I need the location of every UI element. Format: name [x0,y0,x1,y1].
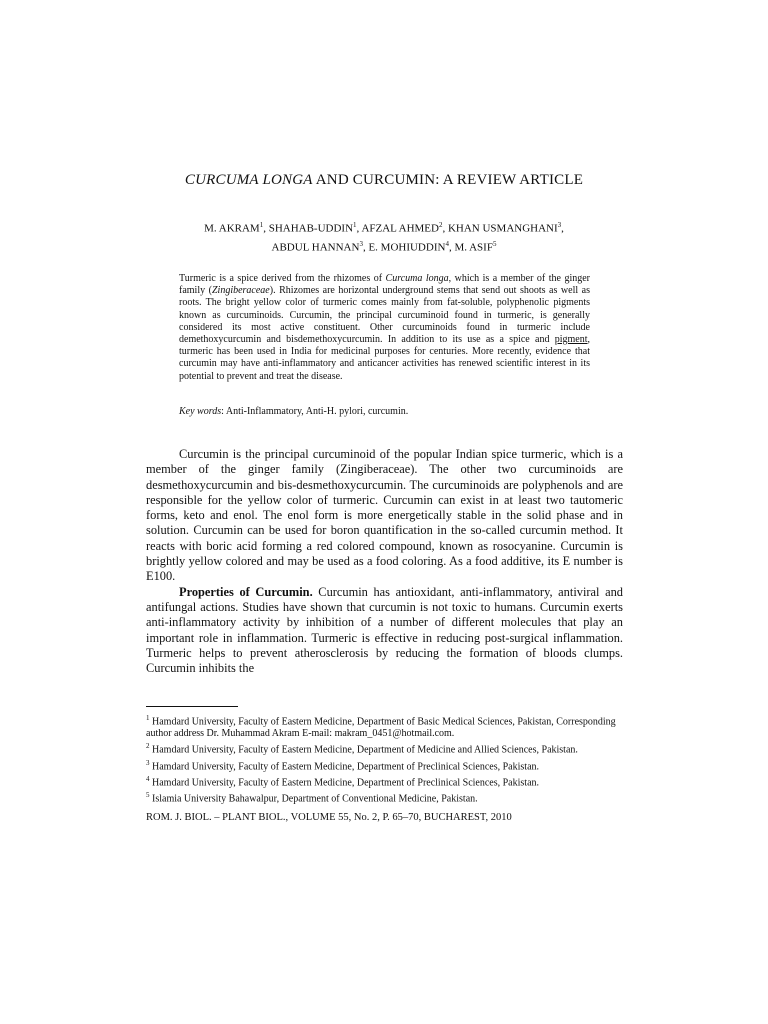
footnote-mark: 2 [146,742,150,751]
author-name: , AFZAL AHMED [356,222,439,235]
body-paragraph-text: Curcumin has antioxidant, anti-inflammatory, antiviral and antifungal actions. Studies have shown that curcumin is not toxic to humans. Curcumin exerts anti-inflammatory activity by inhibition of a number of different molecules that play an important role in inflammation. Turmeric is effective in reducing post-surgical inflammation. Turmeric helps to prevent atherosclerosis by reducing the formation of bloods clumps. Curcumin inhibits the [146,584,623,676]
footnote-text: Hamdard University, Faculty of Eastern Medicine, Department of Preclinical Sciences, Pakistan. [149,777,540,789]
abstract-text: ). Rhizomes are horizontal underground stems that send out shoots as well as roots. The bright yellow color of turmeric comes mainly from fat-soluble, polyphenolic pigments known as curcuminoids. Curcumin, the principal curcuminoid found in turmeric, is generally considered its most active constituent. Other curcuminoids found in turmeric include demethoxycurcumin and bisdemethoxycurcumin. In addition to its use as a spice and [179,285,591,346]
footnote-mark: 4 [146,774,150,783]
author-separator: , [561,222,564,235]
author-affiliation-mark: 2 [438,221,443,229]
abstract-italic: Curcuma longa [385,273,449,284]
author-line-2 [120,237,648,256]
title-rest: AND CURCUMIN: A REVIEW ARTICLE [312,172,584,188]
footnotes [146,712,623,806]
journal-citation: ROM. J. BIOL. – PLANT BIOL., VOLUME 55, No. 2, P. 65–70, BUCHAREST, 2010 [146,812,512,823]
body-paragraph [146,585,623,677]
author-affiliation-mark: 5 [492,239,497,248]
author-name: M. AKRAM [204,222,260,235]
footnote [146,789,623,805]
abstract-text: , turmeric has been used in India for medicinal purposes for centuries. More recently, evidence that curcumin may have anti-inflammatory and anticancer activities has renewed scientific interest in its potential to prevent and treat the disease. [179,334,590,382]
footnote-mark: 3 [146,758,150,767]
title-italic-part: CURCUMA LONGA [184,172,313,188]
abstract [179,273,590,383]
footnote [146,740,623,756]
author-name: , SHAHAB-UDDIN [263,222,354,235]
author-name: , M. ASIF [448,241,493,254]
footnote-text: Hamdard University, Faculty of Eastern Medicine, Department of Medicine and Allied Sciences, Pakistan. [149,744,578,756]
footnote [146,773,623,789]
author-name: ABDUL HANNAN [271,241,360,254]
keywords-label: Key words [179,406,222,417]
footnote-divider [146,706,238,707]
footnote [146,712,623,740]
author-affiliation-mark: 3 [359,239,363,248]
footnote-mark: 1 [146,714,150,722]
body-paragraph: Curcumin is the principal curcuminoid of the popular Indian spice turmeric, which is a member of the ginger family (Zingiberaceae). The other two curcuminoids are desmethoxycurcumin and bis-desmethoxycurcumin. The curcuminoids are polyphenols and are responsible for the yellow color of turmeric. Curcumin can exist in at least two tautomeric forms, keto and enol. The enol form is more energetically stable in the solid phase and in solution. Curcumin can be used for boron quantification in the so-called curcumin method. It reacts with boric acid forming a red colored compound, known as rosocyanine. Curcumin is brightly yellow colored and may be used as a food coloring. As a food additive, its E number is E100. [146,447,623,584]
pigment-link[interactable]: pigment [554,334,588,346]
author-name: , KHAN USMANGHANI [442,222,558,235]
keywords-text: : Anti-Inflammatory, Anti-H. pylori, curcumin. [221,406,409,417]
footnote-text: Islamia University Bahawalpur, Department of Conventional Medicine, Pakistan. [149,793,478,805]
author-name: , E. MOHIUDDIN [362,241,446,254]
author-list [120,218,648,255]
keywords [179,406,590,418]
author-affiliation-mark: 4 [445,239,449,248]
abstract-text: Turmeric is a spice derived from the rhizomes of [179,273,386,284]
footnote [146,757,623,773]
author-affiliation-mark: 1 [259,221,264,229]
abstract-italic: Zingiberaceae [211,285,270,297]
footnote-text: Hamdard University, Faculty of Eastern Medicine, Department of Basic Medical Sciences, Pakistan, Corresponding author address Dr. Muhammad Akram E-mail: makram_0451@hotmail.com. [146,716,616,740]
article-body [146,447,623,676]
article-title [0,172,768,189]
footnote-text: Hamdard University, Faculty of Eastern Medicine, Department of Preclinical Sciences, Pakistan. [149,760,540,772]
author-affiliation-mark: 1 [353,221,357,229]
abstract-text: , which is a member of the ginger family ( [179,273,590,297]
footnote-mark: 5 [146,791,150,800]
section-heading: Properties of Curcumin. [179,584,313,599]
author-affiliation-mark: 3 [557,221,562,229]
author-line-1 [120,218,648,237]
